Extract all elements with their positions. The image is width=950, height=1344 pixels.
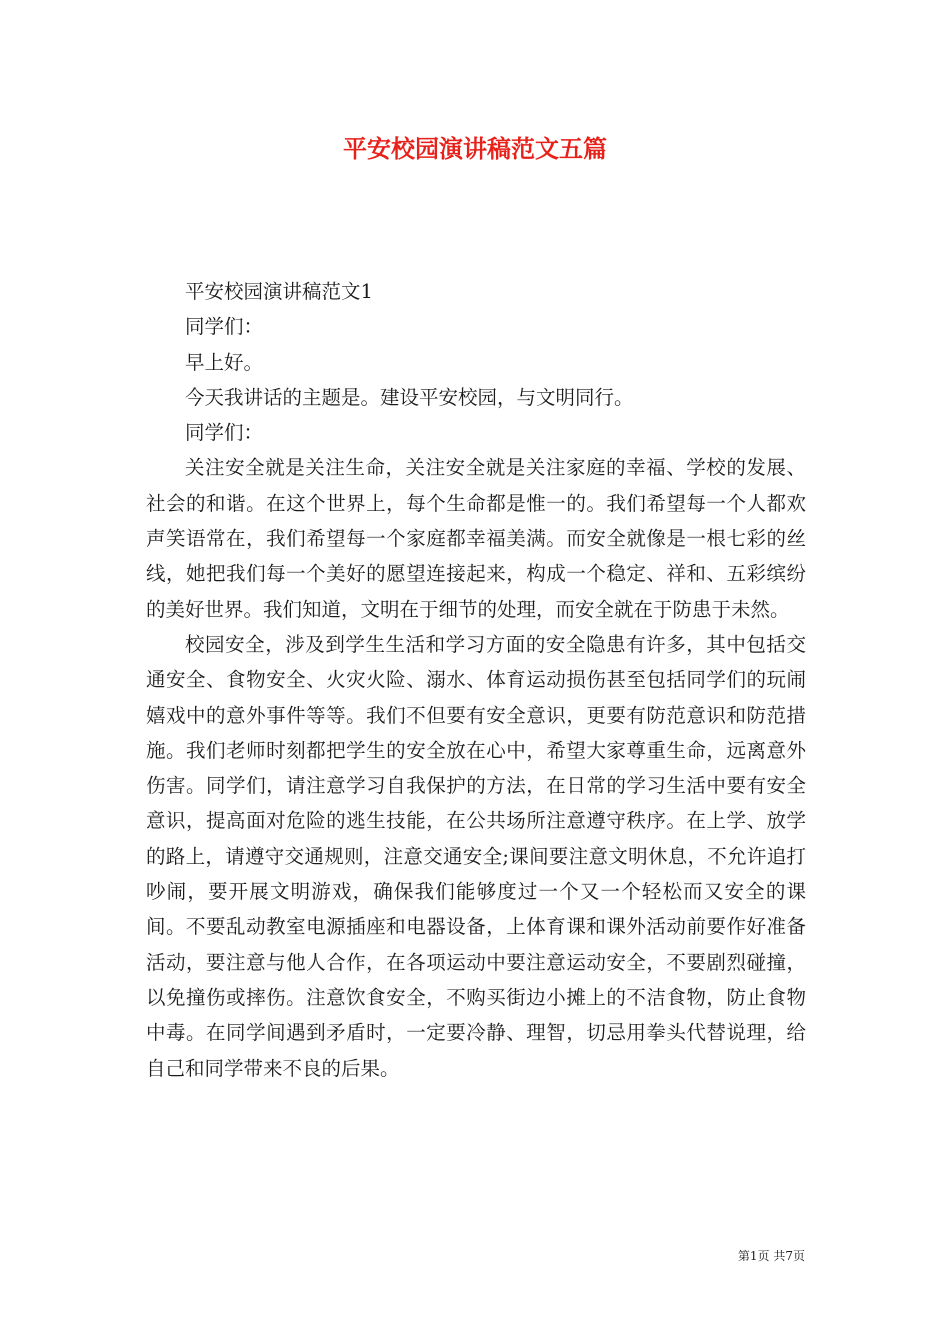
page-number: 第1页 共7页 — [737, 1249, 805, 1263]
document-title: 平安校园演讲稿范文五篇 — [343, 134, 607, 163]
paragraph-heading: 平安校园演讲稿范文1 — [185, 280, 373, 303]
paragraph-body: 关注安全就是关注生命，关注安全就是关注家庭的幸福、学校的发展、社会的和谐。在这个世界上，每个生命都是惟一的。我们希望每一个人都欢声笑语常在，我们希望每一个家庭都幸福美满。而安全就像是一根七彩的丝线，她把我们每一个美好的愿望连接起来，构成一个稳定、祥和、五彩缤纷的美好世界。我们知道，文明在于细节的处理，而安全就在于防患于未然。 — [146, 456, 806, 621]
paragraph-topic: 今天我讲话的主题是。建设平安校园，与文明同行。 — [185, 385, 634, 409]
document-body — [146, 274, 806, 1086]
paragraph-salutation-2: 同学们： — [185, 421, 264, 445]
paragraph-body: 校园安全，涉及到学生生活和学习方面的安全隐患有许多，其中包括交通安全、食物安全、火灾火险、溺水、体育运动损伤甚至包括同学们的玩闹嬉戏中的意外事件等等。我们不但要有安全意识，更要有防范意识和防范措施。我们老师时刻都把学生的安全放在心中，希望大家尊重生命，远离意外伤害。同学们，请注意学习自我保护的方法，在日常的学习生活中要有安全意识，提高面对危险的逃生技能，在公共场所注意遵守秩序。在上学、放学的路上，请遵守交通规则，注意交通安全;课间要注意文明休息，不允许追打吵闹，要开展文明游戏，确保我们能够度过一个又一个轻松而又安全的课间。不要乱动教室电源插座和电器设备，上体育课和课外活动前要作好准备活动，要注意与他人合作，在各项运动中要注意运动安全，不要剧烈碰撞，以免撞伤或摔伤。注意饮食安全，不购买街边小摊上的不洁食物，防止食物中毒。在同学间遇到矛盾时，一定要冷静、理智，切忌用拳头代替说理，给自己和同学带来不良的后果。 — [146, 632, 806, 1080]
paragraph-salutation: 同学们： — [185, 315, 264, 339]
paragraph-greeting: 早上好。 — [185, 350, 264, 374]
